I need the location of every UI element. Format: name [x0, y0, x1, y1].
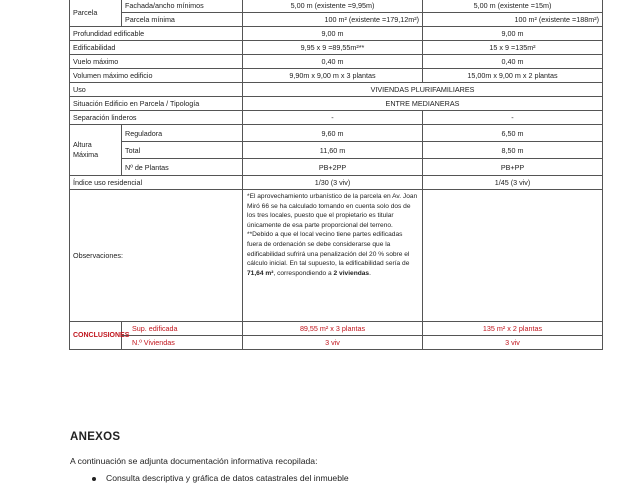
table-row [70, 322, 603, 336]
table-row [70, 69, 603, 83]
table-row [70, 336, 603, 350]
table-row [70, 111, 603, 125]
viviendas-value-b: 3 viv [423, 336, 603, 350]
anexos-bullet-item [92, 473, 349, 483]
table-row [70, 190, 603, 322]
conclusiones-label: CONCLUSIONES [70, 322, 122, 350]
parcela-label: Parcela [70, 0, 122, 27]
vuelo-label: Vuelo máximo [70, 55, 243, 69]
table-row [70, 0, 603, 13]
separacion-label: Separación linderos [70, 111, 243, 125]
table-row [70, 125, 603, 142]
profundidad-label: Profundidad edificable [70, 27, 243, 41]
observaciones-note2-pre: **Debido a que el local vecino tiene partes edificadas fuera de ordenación se debe considerarse que la edificabilidad sufrirá una penalización del 20 % sobre el cálculo inicial. En tal supuesto, la edificabilidad sería de [247, 231, 410, 268]
anexos-heading: ANEXOS [70, 431, 121, 443]
separacion-value-a: - [243, 111, 423, 125]
altura-label-line2: Máxima [73, 150, 99, 159]
volumen-value-a: 9,90m x 9,00 m x 3 plantas [243, 69, 423, 83]
table-row [70, 55, 603, 69]
observaciones-label: Observaciones: [70, 190, 243, 322]
fachada-label: Fachada/ancho mínimos [122, 0, 243, 13]
volumen-label: Volumen máximo edificio [70, 69, 243, 83]
observaciones-empty-cell [423, 190, 603, 322]
reguladora-label: Reguladora [122, 125, 243, 142]
table-row [70, 83, 603, 97]
anexos-intro: A continuación se adjunta documentación informativa recopilada: [70, 456, 318, 466]
reguladora-value-b: 6,50 m [423, 125, 603, 142]
vuelo-value-b: 0,40 m [423, 55, 603, 69]
plantas-value-a: PB+2PP [243, 159, 423, 176]
situacion-label: Situación Edificio en Parcela / Tipología [70, 97, 243, 111]
reguladora-value-a: 9,60 m [243, 125, 423, 142]
observaciones-note2-end: . [369, 269, 371, 277]
uso-value: VIVIENDAS PLURIFAMILIARES [243, 83, 603, 97]
observaciones-notes [243, 190, 423, 322]
edificabilidad-value-b: 15 x 9 =135m² [423, 41, 603, 55]
observaciones-note2-mid: , correspondiendo a [273, 269, 334, 277]
table-row [70, 13, 603, 27]
table-row [70, 176, 603, 190]
parcela-minima-label: Parcela mínima [122, 13, 243, 27]
altura-label-line1: Altura [73, 140, 92, 149]
sup-edificada-value-a: 89,55 m² x 3 plantas [243, 322, 423, 336]
parcela-minima-value-b: 100 m² (existente =188m²) [423, 13, 603, 27]
total-value-b: 8,50 m [423, 142, 603, 159]
situacion-value: ENTRE MEDIANERAS [243, 97, 603, 111]
fachada-value-b: 5,00 m (existente =15m) [423, 0, 603, 13]
table-row [70, 142, 603, 159]
plantas-label: Nº de Plantas [122, 159, 243, 176]
viviendas-value-a: 3 viv [243, 336, 423, 350]
bullet-dot-icon [92, 477, 96, 481]
profundidad-value-a: 9,00 m [243, 27, 423, 41]
indice-value-a: 1/30 (3 viv) [243, 176, 423, 190]
profundidad-value-b: 9,00 m [423, 27, 603, 41]
urban-parameters-table [69, 0, 603, 350]
volumen-value-b: 15,00m x 9,00 m x 2 plantas [423, 69, 603, 83]
sup-edificada-label: Sup. edificada [122, 322, 243, 336]
table-row [70, 27, 603, 41]
edificabilidad-value-a: 9,95 x 9 =89,55m²** [243, 41, 423, 55]
anexos-bullet-text: Consulta descriptiva y gráfica de datos catastrales del inmueble [106, 473, 349, 483]
uso-label: Uso [70, 83, 243, 97]
table-row [70, 41, 603, 55]
table-row [70, 159, 603, 176]
parcela-minima-value-a: 100 m² (existente =179,12m²) [243, 13, 423, 27]
vuelo-value-a: 0,40 m [243, 55, 423, 69]
total-value-a: 11,60 m [243, 142, 423, 159]
viviendas-label: N.º Viviendas [122, 336, 243, 350]
observaciones-note1: *El aprovechamiento urbanístico de la parcela en Av. Joan Miró 66 se ha calculado tomando en cuenta solo dos de los tres locales, puesto que el propietario es titular únicamente de esa parte proporcional del terreno. [247, 193, 418, 229]
observaciones-note2-bold1: 71,64 m² [247, 269, 274, 277]
sup-edificada-value-b: 135 m² x 2 plantas [423, 322, 603, 336]
edificabilidad-label: Edificabilidad [70, 41, 243, 55]
fachada-value-a: 5,00 m (existente =9,95m) [243, 0, 423, 13]
total-label: Total [122, 142, 243, 159]
indice-label: Índice uso residencial [70, 176, 243, 190]
plantas-value-b: PB+PP [423, 159, 603, 176]
observaciones-note2-bold2: 2 viviendas [333, 269, 370, 277]
table-row [70, 97, 603, 111]
indice-value-b: 1/45 (3 viv) [423, 176, 603, 190]
altura-maxima-label [70, 125, 122, 176]
separacion-value-b: - [423, 111, 603, 125]
